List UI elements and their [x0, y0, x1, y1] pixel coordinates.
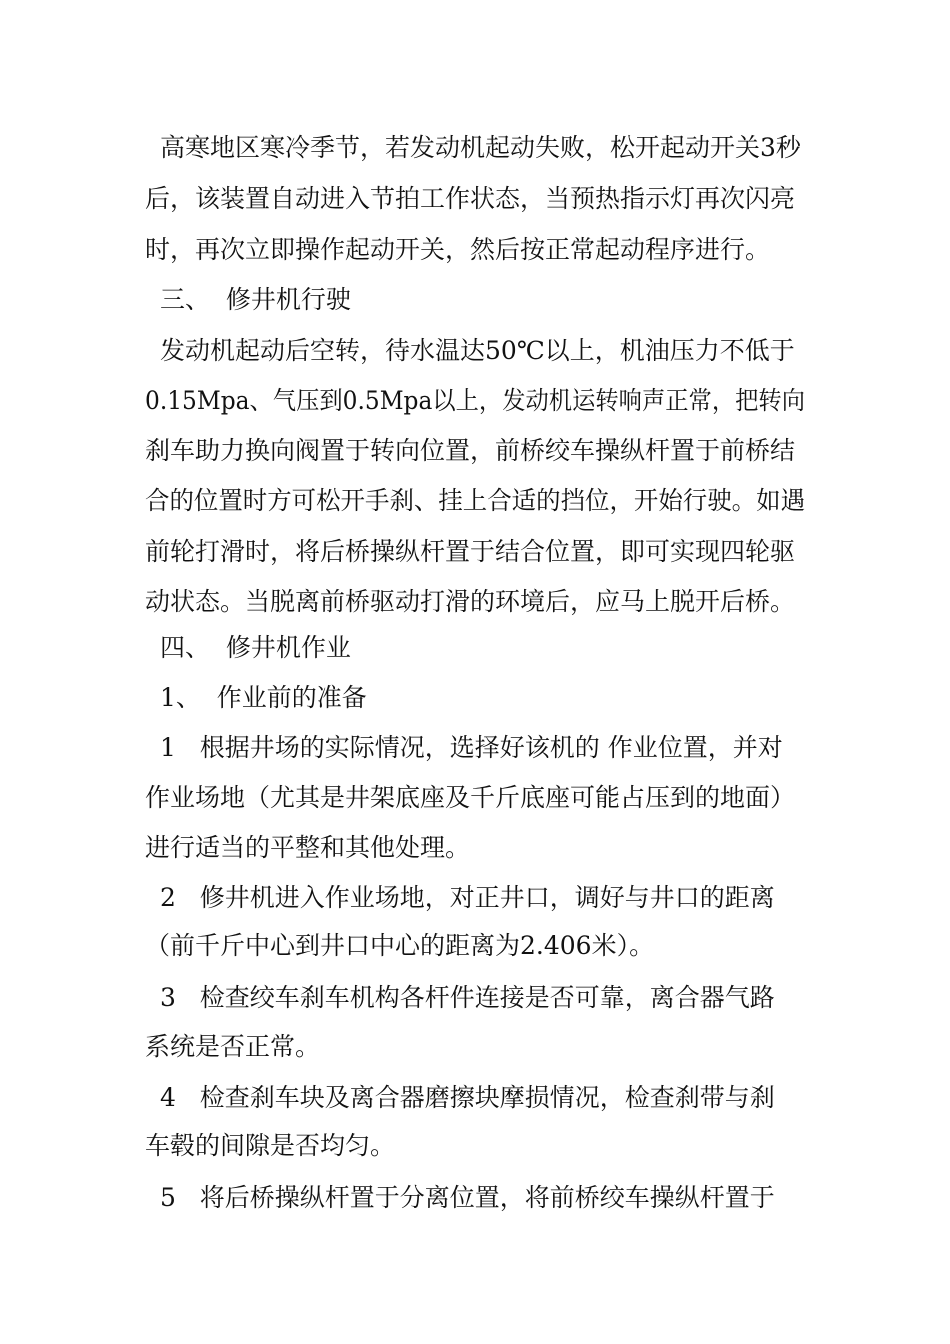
text-line: 后，该装置自动进入节拍工作状态，当预热指示灯再次闪亮: [145, 184, 796, 213]
text-line: 进行适当的平整和其他处理。: [145, 833, 471, 862]
text-line: 时，再次立即操作起动开关，然后按正常起动程序进行。: [145, 235, 771, 264]
subsection-heading: 1、 作业前的准备: [160, 683, 367, 712]
text-line: 作业场地（尤其是井架底座及千斤底座可能占压到的地面）: [145, 783, 796, 812]
text-line: 1 根据井场的实际情况，选择好该机的 作业位置，并对: [160, 733, 783, 762]
text-line: 前轮打滑时，将后桥操纵杆置于结合位置，即可实现四轮驱: [145, 537, 796, 566]
text-line: 动状态。当脱离前桥驱动打滑的环境后，应马上脱开后桥。: [145, 587, 796, 616]
text-line: 车毂的间隙是否均匀。: [145, 1131, 396, 1160]
text-line: 0.15Mpa、气压到0.5Mpa以上，发动机运转响声正常，把转向: [145, 386, 805, 415]
text-line: 发动机起动后空转，待水温达50℃以上，机油压力不低于: [160, 336, 795, 365]
text-line: 3 检查绞车刹车机构各杆件连接是否可靠，离合器气路: [160, 983, 775, 1012]
section-heading: 四、 修井机作业: [160, 633, 351, 662]
text-line: 刹车助力换向阀置于转向位置，前桥绞车操纵杆置于前桥结: [145, 436, 796, 465]
text-line: 4 检查刹车块及离合器磨擦块摩损情况，检查刹带与刹: [160, 1083, 775, 1112]
text-line: 高寒地区寒冷季节，若发动机起动失败，松开起动开关3秒: [160, 133, 801, 162]
text-line: （前千斤中心到井口中心的距离为2.406米）。: [145, 931, 655, 960]
section-heading: 三、 修井机行驶: [160, 285, 351, 314]
text-line: 2 修井机进入作业场地，对正井口，调好与井口的距离: [160, 883, 775, 912]
text-line: 合的位置时方可松开手刹、挂上合适的挡位，开始行驶。如遇: [145, 486, 806, 515]
text-line: 系统是否正常。: [145, 1032, 321, 1061]
text-line: 5 将后桥操纵杆置于分离位置，将前桥绞车操纵杆置于: [160, 1183, 775, 1212]
